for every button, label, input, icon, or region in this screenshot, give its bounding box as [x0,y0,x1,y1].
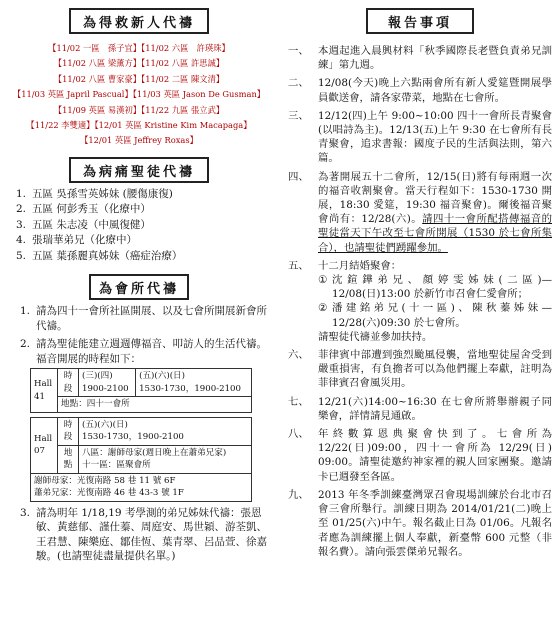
report-item-body [318,395,552,423]
report-item-body [318,348,552,391]
sick-item [8,233,270,249]
report-item-number: 五、 [288,259,309,272]
report-item [288,44,552,72]
assembly-item-3: 3. 請為明年 1/18,19 考學測的弟兄姊妹代禱：張恩敏、黃慈郁、謹仕蓁、周庭安、馬世穎、游荃凱、王君慧、陳樂庭、鄒佳恆、葉青翠、呂品萱、徐嘉駿。(也請聖徒盡量提供名單。) [19,506,267,563]
report-item-body [318,427,552,484]
salvation-entry: 【11/03 英區 Jason De Gusman】 [132,89,266,100]
time-slot-label: 時段 [58,417,79,445]
report-text: 菲律賓中部遭到強烈颱風侵襲，當地聖徒屋舍受到嚴重損害，有負擔者可以為他們擺上奉獻，註明為菲律賓召會風災用。 [318,349,552,390]
report-text: 年終數算恩典聚會快到了。七會所為 12/22(日)09:00，四十一會所為 12/29(日) 09:00。請聖徒邀約神家裡的親人回家團聚。邀請卡已週發至各區。 [318,428,552,483]
report-text: 本週起進入晨興材料「秋季國際長老暨負責弟兄訓練」第九週。 [318,45,552,72]
salvation-entry: 【12/01 英區 Jeffrey Roxas】 [80,135,198,146]
salvation-list [8,41,270,149]
sick-list [8,187,270,265]
salvation-line [8,41,270,56]
wedding-item-text: 沈鍹鏵弟兄、顏婷雯姊妹(二區)—12/08(日)13:00 於新竹市召會仁愛會所； [332,274,552,301]
sick-item-text: 張瑞華弟兄（化療中） [32,234,137,247]
sick-item [8,202,270,218]
salvation-entry: 【11/03 英區 Japril Pascual】 [12,89,133,100]
report-item [288,76,552,104]
report-item [288,395,552,423]
salvation-entry: 【11/02 八區 梁薰方】 [53,58,142,69]
schedule-cell: (五)(六)(日) 1530-1730，1900-2100 [79,417,252,445]
salvation-entry: 【11/02 二區 陳文清】 [141,73,225,84]
sick-item-text: 五區 吳孫雪英姊妹 (腰傷康復) [32,187,173,200]
report-text: 12/12(四)上午 9:00~10:00 四十一會所長青聚會(以唱詩為主)。12/13(五)上午 9:30 在七會所有長青聚會，追求書報：國度子民的生活與法則，第六篇。 [318,109,552,165]
assembly-item-2: 2. 請為聖徒能建立週週傳福音、叩訪人的生活代禱。福音開展的時程如下： [19,338,267,365]
report-item [288,348,552,391]
wedding-item [318,301,552,329]
report-item-body [318,76,552,104]
schedule-cell: (五)(六)(日) 1530-1730，1900-2100 [136,369,252,397]
report-text: 12/08(今天)晚上六點兩會所有新人愛筵暨開展學員歡送會，請各家帶菜，地點在七會所。 [318,77,552,104]
assembly-list [8,304,270,366]
location-label: 地點 [58,445,79,473]
report-item-body [318,488,552,559]
salvation-line [8,72,270,87]
right-column [288,8,552,563]
report-item [288,109,552,166]
report-item-number: 二、 [288,77,309,90]
report-text-underlined: 請四十一會所配搭傳福音的聖徒當天下午改至七會所開展（1530 於七會所集合），也請聖徒們踴躍參加。 [318,213,552,254]
report-item-body [318,259,552,344]
report-item-body [318,44,552,72]
sick-item [8,187,270,203]
report-item-number: 七、 [288,395,309,408]
report-item-number: 八、 [288,428,309,441]
report-item [288,259,552,344]
report-item-number: 六、 [288,349,309,362]
salvation-heading: 為得救新人代禱 [69,8,209,34]
report-item [288,427,552,484]
salvation-entry: 【11/02 六區 許瑛珠】 [141,43,230,53]
report-text: 2013 年冬季訓練臺灣眾召會現場訓練於台北市召會三會所舉行。訓練日期為 2014/01/21(二)晚上至 01/25(六)中午。報名截止日為 01/06。凡報名者應為訓練擺上個人奉獻，新臺幣 600 元整（非報名費）。請向張雲傑弟兄報名。 [318,488,552,558]
salvation-entry: 【11/02 八區 曹家豪】 [53,73,142,84]
assembly-item-1: 1. 請為四十一會所社區開展、以及七會所開展新會所代禱。 [19,305,267,332]
report-text: 十二月結婚聚會： [318,259,402,272]
wedding-item-mark: ② [318,302,328,315]
schedule-table-hall-07 [30,417,252,502]
salvation-line [8,87,270,102]
sick-heading: 為病痛聖徒代禱 [69,157,209,183]
report-text: 12/21(六)14:00~16:30 在七會所將舉辦親子同樂會，詳情請見通啟。 [318,395,552,422]
salvation-line [8,133,270,148]
sick-item-text: 五區 何彭秀玉（化療中） [32,203,151,216]
sick-item-number: 2. [15,203,26,216]
wedding-item-mark: ① [318,274,328,287]
reports-heading: 報告事項 [366,8,474,34]
report-item-number: 三、 [288,109,309,122]
report-item-number: 四、 [288,170,309,183]
wedding-item-text: 潘建銘弟兄(十一區)、陳秋蓁姊妹—12/28(六)09:30 於七會所。 [332,302,552,329]
salvation-entry: 【11/02 一區 孫子宜】 [48,43,142,53]
salvation-line [8,56,270,71]
report-item [288,488,552,559]
report-text: 為著開展五十二會所，12/15(日)將有每兩週一次的福音收割聚會。當天行程如下：1530-1730 開展，18:30 愛筵，19:30 福音聚會)。爾後福音聚會尚有：12/28(六)。 [318,170,552,226]
salvation-entry: 【12/01 英區 Kristine Kim Macapaga】 [94,120,252,131]
assembly-heading: 為會所代禱 [89,274,189,300]
salvation-line [8,118,270,133]
salvation-entry: 【11/22 李雙適】 [26,120,95,131]
sick-item-number: 3. [15,218,26,231]
salvation-line [8,103,270,118]
sick-item [8,249,270,265]
sick-item-text: 五區 朱志凌（中風復健） [32,218,151,231]
report-item-body [318,170,552,255]
home-address-cell: 謝師母家：光復南路 58 巷 11 號 6F 蕭弟兄家：光復南路 46 巷 43-3 號 1F [31,473,252,501]
schedule-cell: (三)(四) 1900-2100 [79,369,136,397]
salvation-entry: 【11/22 九區 張立武】 [141,104,225,115]
report-item [288,170,552,255]
sick-item-number: 1. [15,187,26,200]
schedule-table-hall-41 [30,368,252,413]
location-cell: 地點：四十一會所 [58,397,252,413]
report-item-number: 九、 [288,488,309,501]
report-item-number: 一、 [288,45,309,57]
salvation-entry: 【11/09 英區 易漢初】 [53,104,142,115]
report-tail: 請聖徒代禱並參加扶持。 [318,330,433,343]
left-column [8,8,270,568]
sick-item-number: 4. [15,234,26,247]
salvation-entry: 【11/02 八區 許思誠】 [141,58,225,69]
wedding-item [318,273,552,301]
reports-list [288,44,552,559]
hall-label: Hall 07 [31,417,58,473]
assembly-list-continued [8,506,270,564]
sick-item [8,218,270,234]
time-slot-label: 時段 [58,369,79,397]
report-item-body [318,109,552,166]
sick-item-number: 5. [15,249,26,262]
hall-label: Hall 41 [31,369,58,413]
location-cell: 八區：謝師母家(週日晚上在蕭弟兄家) 十一區：區聚會所 [79,445,252,473]
sick-item-text: 五區 葉孫麗真姊妹（癌症治療） [32,249,183,262]
